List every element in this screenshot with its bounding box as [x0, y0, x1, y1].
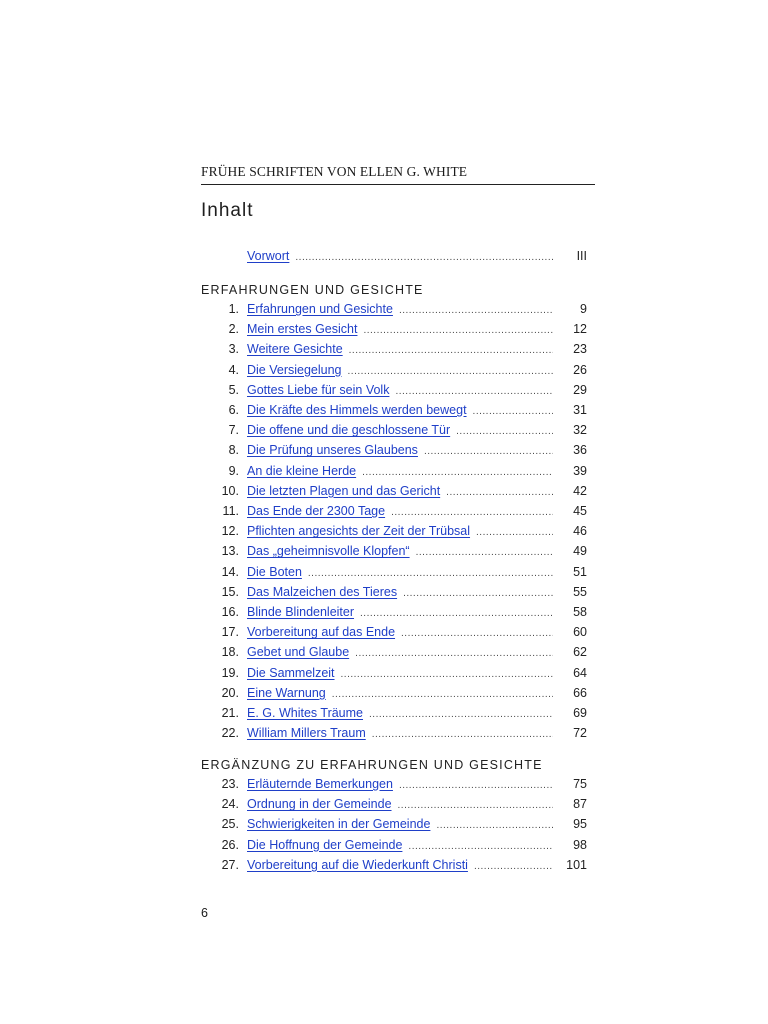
- entry-page: 58: [573, 605, 587, 619]
- entry-link[interactable]: Die Versiegelung: [247, 362, 342, 377]
- entry-number: 10.: [221, 483, 239, 498]
- leader-dots: [436, 820, 553, 831]
- entry-link[interactable]: Weitere Gesichte: [247, 342, 343, 357]
- entry-link[interactable]: Das „geheimnisvolle Klopfen“: [247, 544, 410, 559]
- leader-dots: [372, 729, 553, 740]
- entry-page: 55: [573, 584, 587, 599]
- toc-entry: [201, 817, 587, 835]
- leader-dots: [355, 648, 553, 659]
- entry-page: 75: [573, 777, 587, 791]
- entry-number: 7.: [228, 423, 239, 438]
- toc-entry: [201, 777, 587, 795]
- leader-dots: [332, 689, 553, 700]
- entry-number: 3.: [228, 342, 239, 357]
- entry-link[interactable]: Gebet und Glaube: [247, 645, 350, 660]
- toc-entry: [201, 403, 587, 421]
- toc-entry: [201, 838, 587, 856]
- leader-dots: [391, 507, 553, 518]
- entry-link[interactable]: Die Boten: [247, 564, 302, 579]
- entry-number: 27.: [221, 857, 239, 872]
- leader-dots: [456, 426, 553, 437]
- entry-number: 14.: [221, 564, 239, 579]
- leader-dots: [424, 446, 553, 457]
- entry-number: 4.: [228, 362, 239, 377]
- leader-dots: [398, 800, 553, 811]
- entry-link[interactable]: Eine Warnung: [247, 685, 326, 700]
- entry-number: 26.: [221, 837, 239, 852]
- toc-entry: [201, 625, 587, 643]
- toc-entry: [201, 484, 587, 502]
- entry-link[interactable]: Das Malzeichen des Tieres: [247, 584, 398, 599]
- toc-entry-preface: [201, 249, 587, 267]
- entry-number: 17.: [221, 625, 239, 640]
- toc-entry: [201, 342, 587, 360]
- entry-number: 11.: [222, 504, 239, 518]
- leader-dots: [476, 527, 553, 538]
- entry-page: 95: [573, 817, 587, 832]
- toc-entry: [201, 645, 587, 663]
- toc-entry: [201, 858, 587, 876]
- entry-link[interactable]: Die Sammelzeit: [247, 665, 335, 680]
- entry-number: 15.: [221, 584, 239, 599]
- entry-page: 60: [573, 625, 587, 640]
- entry-link[interactable]: Gottes Liebe für sein Volk: [247, 382, 390, 397]
- entry-page: 9: [580, 302, 587, 316]
- entry-page: 101: [566, 857, 587, 872]
- entry-number: 22.: [221, 726, 239, 741]
- entry-link[interactable]: Erfahrungen und Gesichte: [247, 302, 393, 316]
- leader-dots: [362, 467, 553, 478]
- leader-dots: [348, 366, 553, 377]
- entry-page: 29: [573, 382, 587, 397]
- toc-entry: [201, 585, 587, 603]
- entry-page: 64: [573, 665, 587, 680]
- entry-link[interactable]: William Millers Traum: [247, 726, 366, 741]
- leader-dots: [341, 669, 553, 680]
- toc-entry: [201, 363, 587, 381]
- leader-dots: [363, 325, 553, 336]
- entry-page: III: [576, 249, 587, 263]
- entry-page: 66: [573, 685, 587, 700]
- leader-dots: [399, 305, 553, 316]
- toc-entry: [201, 686, 587, 704]
- section-heading: ERGÄNZUNG ZU ERFAHRUNGEN UND GESICHTE: [201, 758, 543, 772]
- leader-dots: [399, 780, 553, 791]
- entry-link[interactable]: Die offene und die geschlossene Tür: [247, 423, 451, 438]
- entry-number: 12.: [221, 524, 239, 539]
- entry-page: 31: [573, 403, 587, 417]
- entry-number: 13.: [221, 544, 239, 559]
- leader-dots: [473, 406, 553, 417]
- leader-dots: [446, 487, 553, 498]
- entry-page: 45: [573, 504, 587, 518]
- entry-page: 26: [573, 362, 587, 377]
- entry-link[interactable]: Mein erstes Gesicht: [247, 322, 358, 337]
- leader-dots: [401, 628, 553, 639]
- entry-number: 6.: [228, 403, 239, 417]
- toc-entry: [201, 443, 587, 461]
- entry-page: 62: [573, 645, 587, 660]
- leader-dots: [408, 841, 553, 852]
- entry-link[interactable]: E. G. Whites Träume: [247, 706, 364, 720]
- toc-entry: [201, 504, 587, 522]
- toc-entry: [201, 524, 587, 542]
- leader-dots: [403, 588, 553, 599]
- entry-page: 69: [573, 706, 587, 720]
- toc-entry: [201, 565, 587, 583]
- entry-link[interactable]: Pflichten angesichts der Zeit der Trübsal: [247, 524, 471, 539]
- toc-entry: [201, 302, 587, 320]
- leader-dots: [395, 386, 553, 397]
- toc-entry: [201, 383, 587, 401]
- entry-link[interactable]: Das Ende der 2300 Tage: [247, 504, 386, 518]
- entry-page: 46: [573, 524, 587, 539]
- entry-page: 12: [573, 322, 587, 337]
- entry-link[interactable]: An die kleine Herde: [247, 463, 357, 478]
- entry-page: 32: [573, 423, 587, 438]
- entry-number: 16.: [221, 605, 239, 619]
- toc-entry: [201, 423, 587, 441]
- leader-dots: [308, 568, 553, 579]
- entry-page: 42: [573, 483, 587, 498]
- leader-dots: [369, 709, 553, 720]
- entry-number: 8.: [228, 443, 239, 458]
- entry-page: 72: [573, 726, 587, 741]
- toc-entry: [201, 706, 587, 724]
- toc-entry: [201, 322, 587, 340]
- toc-entry: [201, 544, 587, 562]
- entry-link[interactable]: Vorbereitung auf die Wiederkunft Christi: [247, 857, 468, 872]
- entry-link[interactable]: Schwierigkeiten in der Gemeinde: [247, 817, 431, 832]
- entry-number: 21.: [221, 706, 239, 720]
- entry-number: 5.: [228, 382, 239, 397]
- entry-link[interactable]: Vorwort: [247, 249, 290, 263]
- entry-page: 98: [573, 837, 587, 852]
- entry-link[interactable]: Die letzten Plagen und das Gericht: [247, 483, 441, 498]
- toc-entry: [201, 666, 587, 684]
- entry-page: 49: [573, 544, 587, 559]
- entry-number: 25.: [221, 817, 239, 832]
- leader-dots: [360, 608, 553, 619]
- entry-page: 51: [573, 564, 587, 579]
- entry-link[interactable]: Vorbereitung auf das Ende: [247, 625, 396, 640]
- entry-link[interactable]: Die Prüfung unseres Glaubens: [247, 443, 418, 458]
- entry-number: 20.: [221, 685, 239, 700]
- entry-number: 19.: [221, 665, 239, 680]
- entry-number: 1.: [228, 302, 239, 316]
- toc-entry: [201, 797, 587, 815]
- entry-page: 39: [573, 463, 587, 478]
- entry-number: 18.: [221, 645, 239, 660]
- entry-number: 24.: [221, 797, 239, 812]
- leader-dots: [416, 547, 553, 558]
- toc-entry: [201, 605, 587, 623]
- page-title: Inhalt: [201, 200, 254, 221]
- toc-entry: [201, 726, 587, 744]
- entry-link[interactable]: Die Hoffnung der Gemeinde: [247, 837, 403, 852]
- page-number: 6: [201, 906, 208, 920]
- entry-page: 87: [573, 797, 587, 812]
- entry-page: 36: [573, 443, 587, 458]
- entry-link[interactable]: Erläuternde Bemerkungen: [247, 777, 393, 791]
- entry-number: 9.: [228, 463, 239, 478]
- leader-dots: [349, 345, 553, 356]
- leader-dots: [474, 861, 553, 872]
- entry-link[interactable]: Blinde Blindenleiter: [247, 605, 355, 619]
- entry-page: 23: [573, 342, 587, 357]
- toc-entry: [201, 464, 587, 482]
- leader-dots: [295, 252, 553, 263]
- entry-link[interactable]: Ordnung in der Gemeinde: [247, 797, 392, 812]
- entry-number: 23.: [221, 777, 239, 791]
- section-heading: ERFAHRUNGEN UND GESICHTE: [201, 283, 424, 297]
- entry-number: 2.: [228, 322, 239, 337]
- entry-link[interactable]: Die Kräfte des Himmels werden bewegt: [247, 403, 467, 417]
- running-head: FRÜHE SCHRIFTEN VON ELLEN G. WHITE: [201, 164, 595, 185]
